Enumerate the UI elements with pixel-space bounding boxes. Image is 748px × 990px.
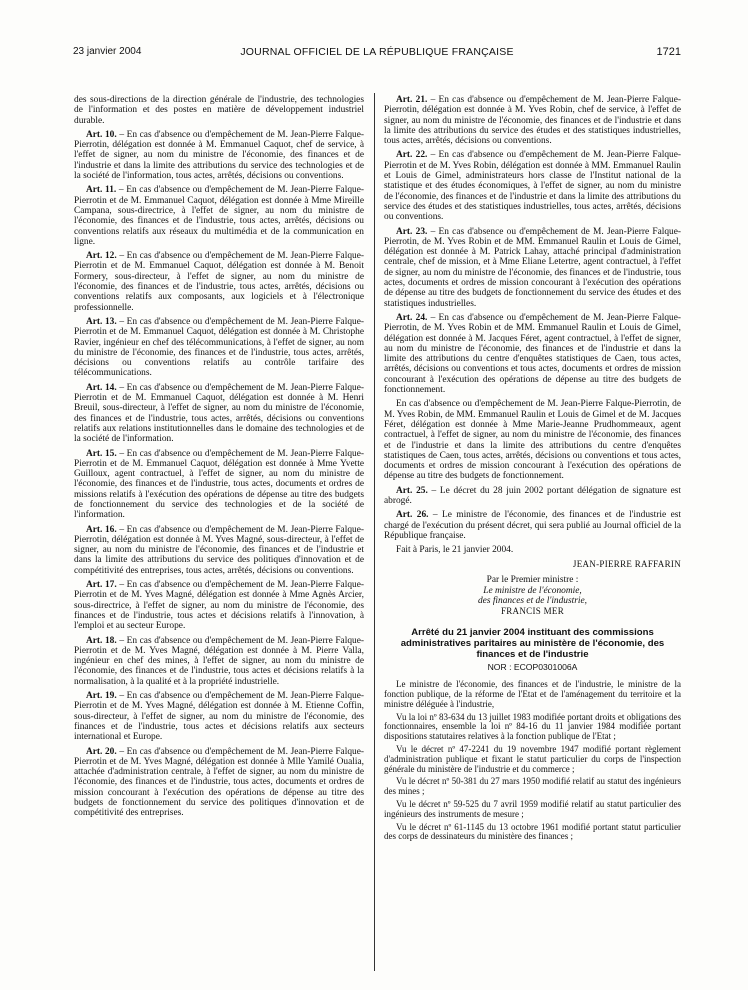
article-label: Art. 14. <box>86 382 117 393</box>
article-label: Art. 24. <box>396 312 428 323</box>
article-label: Art. 21. <box>396 95 428 105</box>
arrete-paragraph: Vu le décret nº 47-2241 du 19 novembre 1947 modifié portant règlement d'administration publique et fixant le statut particulier du corps de l'inspection générale du ministère de l'industrie et du commerce ; <box>384 743 681 774</box>
article-text: – Le ministre de l'économie, des finances et de l'industrie est chargé de l'exécution du présent décret, qui sera publié au Journal officiel de la République française. <box>384 510 681 541</box>
article-label: Art. 25. <box>396 485 428 496</box>
paragraph-text: En cas d'absence ou d'empêchement de M. Jean-Pierre Falque-Pierrotin, de M. Yves Robin, de MM. Emmanuel Raulin et Louis de Gimel et de M. Jacques Féret, délégation est donnée à Mme Marie-Jeanne Prudhommeaux, agent contractuel, à l'effet de signer, au nom du ministre de l'économie, des finances et de l'industrie et dans la limite des attributions du centre d'enquêtes statistiques de Caen, tous actes, arrêtés, décisions ou conventions et tous actes, documents et ordres de mission concourant à l'exécution des opérations de dépense au titre des budgets de fonctionnement. <box>384 399 681 482</box>
signature-by: Par le Premier ministre : <box>486 575 579 586</box>
article-label: Art. 18. <box>86 635 117 646</box>
article-text: – En cas d'absence ou d'empêchement de M. Jean-Pierre Falque-Pierrotin et de M. Emmanuel Caquot, délégation est donnée à M. Christophe Ravier, ingénieur en chef des télécommunications, à l'effet de signer, au nom du ministre de l'économie, des finances et de l'industrie, tous actes, arrêtés, décisions ou conventions relatifs au contrôle tarifaire des télécommunications. <box>74 316 364 379</box>
column-divider <box>374 93 375 971</box>
left-column <box>74 95 364 823</box>
article-text: – En cas d'absence ou d'empêchement de M. Jean-Pierre Falque-Pierrotin et de M. Emmanuel Caquot, délégation est donnée à Mme Mireille Campana, sous-directrice, à l'effet de signer, au nom du ministre de l'économie, des finances et de l'industrie, tous actes, arrêtés, décisions ou conventions relatifs aux réseaux du multimédia et de la communication en ligne. <box>74 185 364 247</box>
article-paragraph <box>384 486 681 507</box>
article-label: Art. 22. <box>396 150 428 161</box>
article-paragraph <box>74 251 364 313</box>
signatory-name: JEAN-PIERRE RAFFARIN <box>572 559 681 570</box>
article-text: – En cas d'absence ou d'empêchement de M. Jean-Pierre Falque-Pierrotin, délégation est donnée à M. Emmanuel Caquot, chef de service, à l'effet de signer, au nom du ministre de l'économie, des finances et de l'industrie et dans la limite des attributions du service des technologies et de la société de l'information, tous actes, arrêtés, décisions ou conventions. <box>74 129 364 182</box>
arrete-paragraph: Vu le décret nº 50-381 du 27 mars 1950 modifié relatif au statut des ingénieurs des mines ; <box>384 776 681 797</box>
page-number: 1721 <box>656 46 681 58</box>
paragraph <box>74 95 364 126</box>
article-paragraph <box>384 510 681 541</box>
date-line: Fait à Paris, le 21 janvier 2004. <box>396 545 514 556</box>
article-paragraph <box>74 747 364 819</box>
article-text: – En cas d'absence ou d'empêchement de M. Jean-Pierre Falque-Pierrotin et de M. Emmanuel Caquot, délégation est donnée à M. Benoit Formery, sous-directeur, à l'effet de signer, au nom du ministre de l'économie, des finances et de l'industrie, tous actes, arrêtés, décisions ou conventions relatifs aux composants, aux logiciels et à l'électronique professionnelle. <box>74 251 364 313</box>
article-paragraph <box>74 130 364 181</box>
article-paragraph <box>74 525 364 576</box>
paragraph <box>384 399 681 481</box>
article-paragraph <box>384 95 681 146</box>
article-label: Art. 15. <box>86 448 117 459</box>
article-text: – En cas d'absence ou d'empêchement de M. Jean-Pierre Falque-Pierrotin et de M. Emmanuel Caquot, délégation est donnée à Mme Yvette Guilloux, agent contractuel, à l'effet de signer, au nom du ministre de l'économie, des finances et de l'industrie, tous actes, documents et ordres de missions relatifs à l'exécution des opérations de dépense au titre des budgets de fonctionnement du service des technologies et de la société de l'information. <box>74 448 364 521</box>
article-text: – En cas d'absence ou d'empêchement de M. Jean-Pierre Falque-Pierrotin et de M. Yves Robin, délégation est donnée à MM. Emmanuel Raulin et Louis de Gimel, administrateurs hors classe de l'Institut national de la statistique et des études économiques, à l'effet de signer, au nom du ministre de l'économie, des finances et de l'industrie et dans la limite des attributions du service des études et des statistiques industrielles, tous actes, arrêtés, décisions ou conventions. <box>384 150 681 223</box>
arrete-title: Arrêté du 21 janvier 2004 instituant des commissions administratives paritaires au ministère de l'économie, des finances et de l'industrie <box>400 627 665 660</box>
header-date: 23 janvier 2004 <box>73 46 142 57</box>
article-paragraph <box>384 227 681 309</box>
arrete-body <box>384 680 681 842</box>
article-text: – En cas d'absence ou d'empêchement de M. Jean-Pierre Falque-Pierrotin, délégation est donnée à M. Yves Robin, chef de service, à l'effet de signer, au nom du ministre de l'économie, des finances et de l'industrie et dans la limite des attributions du service des études et des statistiques industrielles, tous actes, arrêtés, décisions ou conventions. <box>384 95 681 147</box>
article-label: Art. 10. <box>86 129 117 140</box>
article-paragraph <box>384 150 681 222</box>
article-paragraph <box>74 185 364 247</box>
arrete-paragraph: Vu la loi nº 83-634 du 13 juillet 1983 modifiée portant droits et obligations des fonctionnaires, ensemble la loi nº 84-16 du 11 janvier 1984 modifiée portant dispositions statutaires relatives à la fonction publique de l'Etat ; <box>384 711 681 742</box>
article-text: – En cas d'absence ou d'empêchement de M. Jean-Pierre Falque-Pierrotin et de M. Yves Magné, délégation est donnée à M. Etienne Coffin, sous-directeur, à l'effet de signer, au nom du ministre de l'économie, des finances et de l'industrie, tous actes et décisions relatifs aux secteurs international et Europe. <box>74 691 364 743</box>
minister-name: FRANCIS MER <box>500 606 565 617</box>
article-label: Art. 26. <box>396 510 429 521</box>
article-paragraph <box>74 691 364 742</box>
article-label: Art. 23. <box>396 226 428 237</box>
article-label: Art. 17. <box>86 580 117 591</box>
article-paragraph <box>74 580 364 631</box>
article-paragraph <box>74 636 364 687</box>
article-label: Art. 13. <box>86 316 117 327</box>
article-text: – En cas d'absence ou d'empêchement de M. Jean-Pierre Falque-Pierrotin, de M. Yves Robin et de MM. Emmanuel Raulin et Louis de Gimel, délégation est donnée à M. Patrick Lahay, attaché principal d'administration centrale, chef de mission, et à Mme Eliane Letertre, agent contractuel, à l'effet de signer, au nom du ministre de l'économie, des finances et de l'industrie, tous actes, documents et ordres de mission concourant à l'exécution des opérations de dépense au titre des budgets de fonctionnement du service des études et des statistiques industrielles. <box>384 226 681 309</box>
article-label: Art. 12. <box>86 251 117 262</box>
article-label: Art. 11. <box>86 185 117 196</box>
article-label: Art. 16. <box>86 524 117 535</box>
nor-reference: NOR : ECOP0301006A <box>487 662 578 673</box>
page-header <box>73 46 681 62</box>
paragraph-text: des sous-directions de la direction générale de l'industrie, des technologies de l'information et des postes en matière de développement industriel durable. <box>74 95 364 126</box>
arrete-paragraph: Vu le décret nº 59-525 du 7 avril 1959 modifié relatif au statut particulier des ingénieurs des instruments de mesure ; <box>384 798 681 819</box>
article-text: – Le décret du 28 juin 2002 portant délégation de signature est abrogé. <box>384 485 681 506</box>
article-paragraph <box>74 449 364 521</box>
article-text: – En cas d'absence ou d'empêchement de M. Jean-Pierre Falque-Pierrotin et de M. Emmanuel Caquot, délégation est donnée à M. Henri Breuil, sous-directeur, à l'effet de signer, au nom du ministre de l'économie, des finances et de l'industrie, tous actes, arrêtés, décisions ou conventions relatifs aux relations institutionnelles dans le domaine des technologies et de la société de l'information. <box>74 382 364 445</box>
article-text: – En cas d'absence ou d'empêchement de M. Jean-Pierre Falque-Pierrotin et de M. Yves Magné, délégation est donnée à Mlle Yamilé Oualia, attachée d'administration centrale, à l'effet de signer, au nom du ministre de l'économie, des finances et de l'industrie, tous actes, documents et ordres de mission concourant à l'exécution des opérations de dépense au titre des budgets de fonctionnement du service des politiques d'innovation et de compétitivité des entreprises. <box>74 746 364 819</box>
arrete-paragraph: Le ministre de l'économie, des finances et de l'industrie, le ministre de la fonction publique, de la réforme de l'Etat et de l'aménagement du territoire et la ministre déléguée à l'industrie, <box>384 679 681 709</box>
minister-title-line2: des finances et de l'industrie, <box>477 596 588 607</box>
article-label: Art. 19. <box>86 691 117 702</box>
arrete-paragraph: Vu le décret nº 61-1145 du 13 octobre 1961 modifié portant statut particulier des corps de dessinateurs du ministère des finances ; <box>384 821 681 842</box>
minister-title-line1: Le ministre de l'économie, <box>483 585 582 596</box>
right-column <box>384 95 681 845</box>
article-paragraph <box>74 383 364 445</box>
article-paragraph <box>384 313 681 395</box>
article-label: Art. 20. <box>86 746 117 757</box>
article-text: – En cas d'absence ou d'empêchement de M. Jean-Pierre Falque-Pierrotin et de M. Yves Magné, délégation est donnée à Mme Agnès Arcier, sous-directrice, à l'effet de signer, au nom du ministre de l'économie, des finances et de l'industrie, tous actes et décisions relatifs à l'innovation, à l'emploi et au secteur Europe. <box>74 580 364 632</box>
article-text: – En cas d'absence ou d'empêchement de M. Jean-Pierre Falque-Pierrotin, de M. Yves Robin et de MM. Emmanuel Raulin et Louis de Gimel, délégation est donnée à M. Jacques Féret, agent contractuel, à l'effet de signer, au nom du ministre de l'économie, des finances et de l'industrie et dans la limite des attributions du centre d'enquêtes statistiques de Caen, tous actes, arrêtés, décisions ou conventions et tous actes, documents et ordres de mission concourant à l'exécution des opérations de dépense au titre des budgets de fonctionnement. <box>384 312 681 396</box>
paragraph <box>384 545 681 555</box>
article-paragraph <box>74 317 364 379</box>
article-text: – En cas d'absence ou d'empêchement de M. Jean-Pierre Falque-Pierrotin et de M. Yves Magné, délégation est donnée à M. Pierre Valla, ingénieur en chef des mines, à l'effet de signer, au nom du ministre de l'économie, des finances et de l'industrie, tous actes et décisions relatifs à la normalisation, à la qualité et à la propriété industrielle. <box>74 635 364 687</box>
header-title: JOURNAL OFFICIEL DE LA RÉPUBLIQUE FRANÇAISE <box>240 46 514 58</box>
article-text: – En cas d'absence ou d'empêchement de M. Jean-Pierre Falque-Pierrotin, délégation est donnée à M. Yves Magné, sous-directeur, à l'effet de signer, au nom du ministre de l'économie, des finances et de l'industrie et dans la limite des attributions du service des politiques d'innovation et de compétitivité des entreprises, tous actes, arrêtés, décisions ou conventions. <box>74 524 364 576</box>
